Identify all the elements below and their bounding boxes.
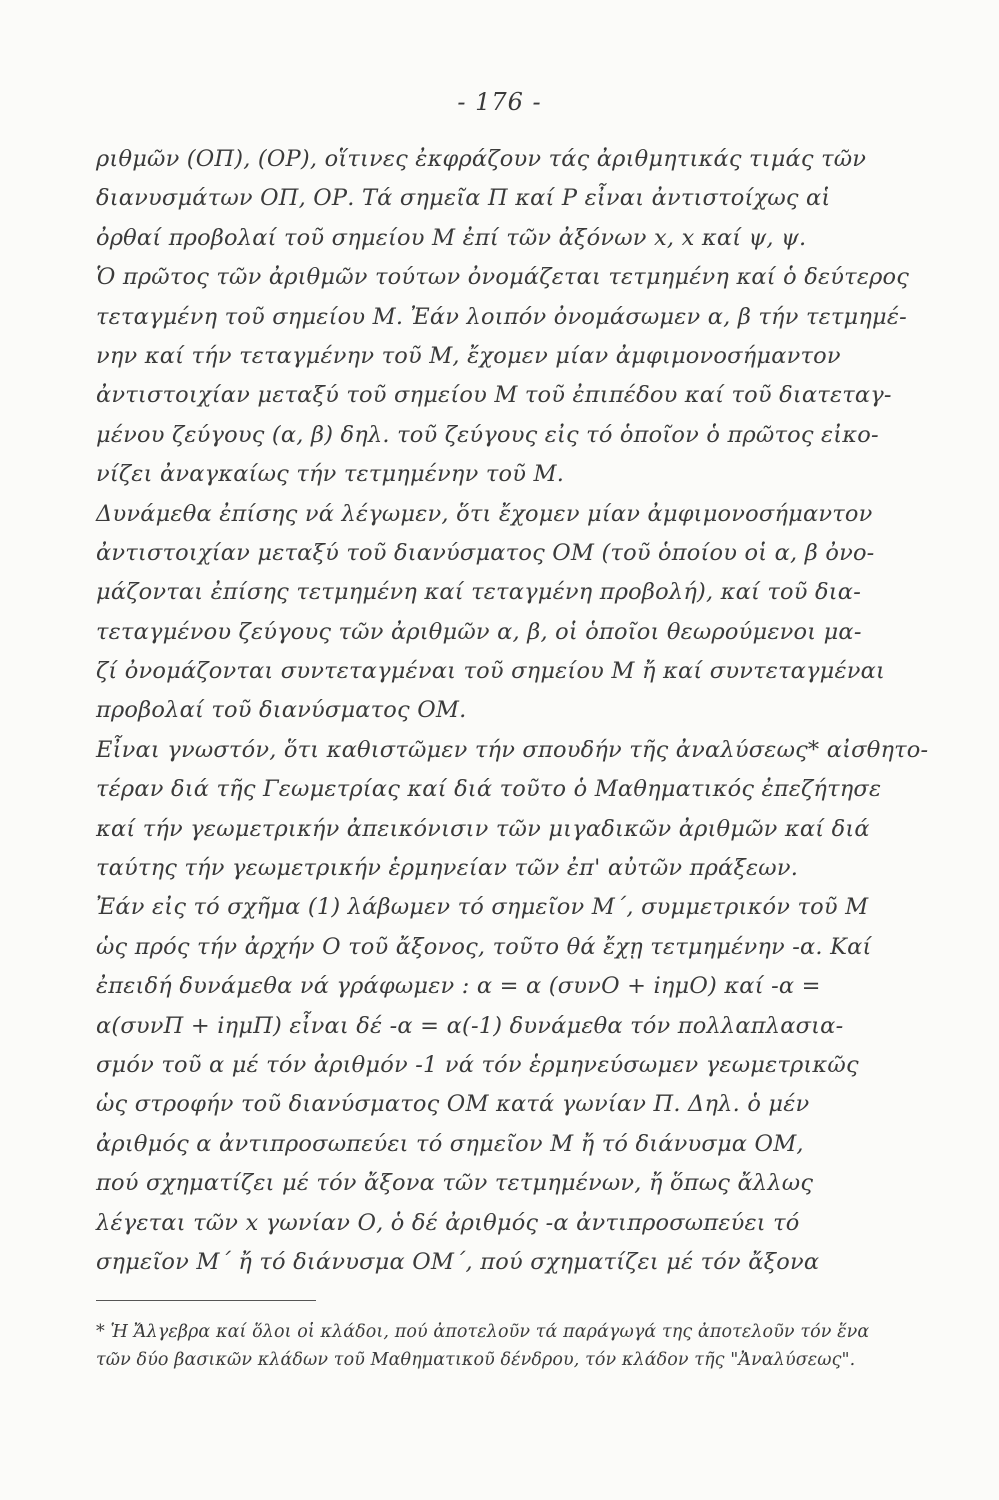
footnote-line: τῶν δύο βασικῶν κλάδων τοῦ Μαθηματικοῦ δένδρου, τόν κλάδον τῆς "Ἀναλύσεως". — [96, 1350, 856, 1370]
text-line: προβολαί τοῦ διανύσματος ΟΜ. — [96, 697, 467, 724]
body-text — [96, 140, 929, 1282]
text-line: ἀντιστοιχίαν μεταξύ τοῦ σημείου Μ τοῦ ἐπιπέδου καί τοῦ διατεταγ- — [96, 382, 892, 409]
text-line: σμόν τοῦ α μέ τόν ἀριθμόν -1 νά τόν ἑρμηνεύσωμεν γεωμετρικῶς — [96, 1051, 859, 1078]
text-line: μένου ζεύγους (α, β) δηλ. τοῦ ζεύγους εἰς τό ὁποῖον ὁ πρῶτος εἰκο- — [96, 421, 879, 448]
footnote-divider — [96, 1300, 316, 1301]
text-line: πού σχηματίζει μέ τόν ἄξονα τῶν τετμημένων, ἤ ὅπως ἄλλως — [96, 1170, 814, 1197]
text-line: Ὁ πρῶτος τῶν ἀριθμῶν τούτων ὀνομάζεται τετμημένη καί ὁ δεύτερος — [96, 264, 910, 291]
text-line: μάζονται ἐπίσης τετμημένη καί τεταγμένη προβολή), καί τοῦ δια- — [96, 579, 861, 606]
text-line: σημεῖον Μ΄ ἤ τό διάνυσμα ΟΜ΄, πού σχηματίζει μέ τόν ἄξονα — [96, 1248, 820, 1275]
text-line: ὀρθαί προβολαί τοῦ σημείου Μ ἐπί τῶν ἀξόνων x, x καί ψ, ψ. — [96, 224, 807, 251]
page-number: - 176 - — [457, 88, 542, 116]
text-line: νην καί τήν τεταγμένην τοῦ Μ, ἔχομεν μίαν ἀμφιμονοσήμαντον — [96, 342, 841, 369]
text-line: διανυσμάτων ΟΠ, ΟΡ. Τά σημεῖα Π καί Ρ εἶναι ἀντιστοίχως αἱ — [96, 185, 831, 212]
text-line: α(συνΠ + iημΠ) εἶναι δέ -α = α(-1) δυνάμεθα τόν πολλαπλασια- — [96, 1012, 844, 1039]
text-line: ὡς στροφήν τοῦ διανύσματος ΟΜ κατά γωνίαν Π. Δηλ. ὁ μέν — [96, 1091, 810, 1118]
text-line: τέραν διά τῆς Γεωμετρίας καί διά τοῦτο ὁ Μαθηματικός ἐπεζήτησε — [96, 776, 882, 803]
text-line: λέγεται τῶν x γωνίαν Ο, ὁ δέ ἀριθμός -α ἀντιπροσωπεύει τό — [96, 1209, 800, 1236]
text-line: καί τήν γεωμετρικήν ἀπεικόνισιν τῶν μιγαδικῶν ἀριθμῶν καί διά — [96, 815, 870, 842]
text-line: Εἶναι γνωστόν, ὅτι καθιστῶμεν τήν σπουδήν τῆς ἀναλύσεως* αἰσθητο- — [96, 736, 929, 763]
text-line: ριθμῶν (ΟΠ), (ΟΡ), οἵτινες ἐκφράζουν τάς ἀριθμητικάς τιμάς τῶν — [96, 146, 867, 172]
footnote — [96, 1318, 916, 1374]
text-line: ὡς πρός τήν ἀρχήν Ο τοῦ ἄξονος, τοῦτο θά ἔχῃ τετμημένην -α. Καί — [96, 933, 872, 960]
text-line: τεταγμένου ζεύγους τῶν ἀριθμῶν α, β, οἱ ὁποῖοι θεωρούμενοι μα- — [96, 618, 862, 645]
text-line: τεταγμένη τοῦ σημείου Μ. Ἐάν λοιπόν ὀνομάσωμεν α, β τήν τετμημέ- — [96, 303, 907, 330]
text-line: ἀριθμός α ἀντιπροσωπεύει τό σημεῖον Μ ἤ τό διάνυσμα ΟΜ, — [96, 1130, 804, 1157]
text-line: ἐπειδή δυνάμεθα νά γράφωμεν : α = α (συνΟ + iημΟ) καί -α = — [96, 973, 821, 1000]
text-line: ἀντιστοιχίαν μεταξύ τοῦ διανύσματος ΟΜ (τοῦ ὁποίου οἱ α, β ὀνο- — [96, 539, 875, 566]
text-line: Ἐάν εἰς τό σχῆμα (1) λάβωμεν τό σημεῖον Μ΄, συμμετρικόν τοῦ Μ — [96, 894, 869, 921]
text-line: ζί ὀνομάζονται συντεταγμέναι τοῦ σημείου Μ ἤ καί συντεταγμέναι — [96, 658, 886, 685]
text-line: ταύτης τήν γεωμετρικήν ἑρμηνείαν τῶν ἐπ' αὐτῶν πράξεων. — [96, 855, 799, 882]
text-line: νίζει ἀναγκαίως τήν τετμημένην τοῦ Μ. — [96, 461, 565, 488]
footnote-line: * Ἡ Ἄλγεβρα καί ὅλοι οἱ κλάδοι, πού ἀποτελοῦν τά παράγωγά της ἀποτελοῦν τόν ἕνα — [96, 1322, 870, 1342]
text-line: Δυνάμεθα ἐπίσης νά λέγωμεν, ὅτι ἔχομεν μίαν ἀμφιμονοσήμαντον — [96, 500, 873, 527]
